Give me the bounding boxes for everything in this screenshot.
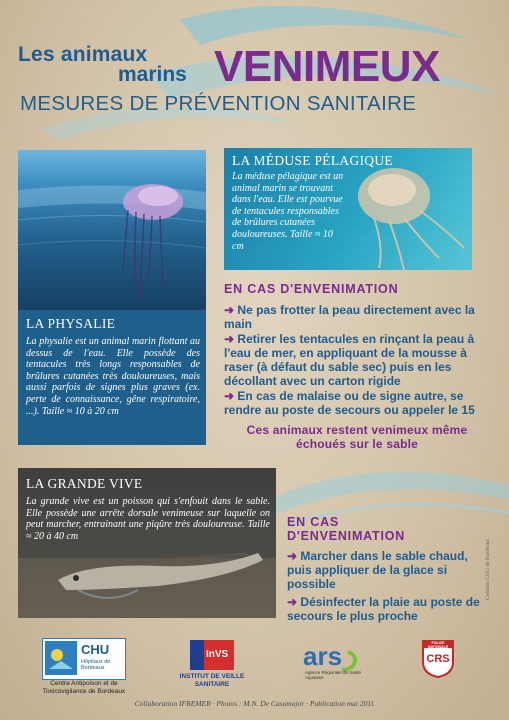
chu-logo — [42, 638, 126, 680]
bullet-2-text: Retirer les tentacules en rinçant la peau à l'eau de mer, en appliquant de la mousse à raser (à défaut du sable sec) puis en les décollant avec un carton rigide — [224, 332, 475, 388]
bullet-3 — [224, 389, 490, 417]
chu-logo-sub: Hôpitaux de Bordeaux — [81, 659, 111, 671]
ars-logo — [303, 643, 342, 669]
bullet-4 — [287, 549, 492, 591]
arrow-icon: ➜ — [224, 303, 235, 317]
vive-title: LA GRANDE VIVE — [26, 476, 143, 491]
vive-text: La grande vive est un poisson qui s'enfouit dans le sable. Elle possède une arrête dorsale venimeuse sur laquelle on peut marcher, entrainant une piqûre très douloureuse. Taille ≈ 20 à 40 cm — [26, 496, 270, 542]
chu-caption: Centre Antipoison et de Toxicovigilance de Bordeaux — [42, 680, 126, 695]
meduse-text: La méduse pélagique est un animal marin se trouvant dans l'eau. Elle est pourvue de tentacules responsables de brûlures cutanées douloureuses. Taille ≈ 10 cm — [232, 171, 344, 252]
arrow-icon: ➜ — [224, 332, 235, 346]
envenimation-title-2-line-1: EN CAS — [287, 515, 340, 529]
ars-logo-sub: Agence Régionale de Santé Aquitaine — [305, 670, 362, 680]
chu-emblem-icon — [45, 641, 77, 675]
physalie-photo — [18, 150, 206, 310]
title-line-2: marins — [118, 63, 187, 86]
envenimation-title-2-line-2: D'ENVENIMATION — [287, 529, 406, 543]
design-credit: Création CHU de Bordeaux — [485, 538, 491, 600]
arrow-icon: ➜ — [224, 389, 235, 403]
invs-flag-icon — [190, 640, 204, 670]
title-line-1: Les animaux — [18, 43, 148, 66]
title-venimeux: VENIMEUX — [214, 42, 440, 91]
subtitle: MESURES DE PRÉVENTION SANITAIRE — [20, 92, 417, 115]
crs-logo-text: CRS — [426, 653, 450, 665]
physalie-title: LA PHYSALIE — [26, 316, 116, 331]
invs-logo — [190, 640, 234, 670]
invs-caption: INSTITUT DE VEILLE SANITAIRE — [179, 673, 245, 688]
bullet-2 — [224, 332, 490, 388]
arrow-icon: ➜ — [287, 595, 298, 609]
meduse-title: LA MÉDUSE PÉLAGIQUE — [232, 153, 393, 168]
envenimation-title-2 — [287, 515, 405, 543]
arrow-icon: ➜ — [287, 549, 298, 563]
crs-logo-top: POLICE NATIONALE — [427, 641, 449, 649]
bullet-3-text: En cas de malaise ou de signe autre, se rendre au poste de secours ou appeler le 15 — [224, 389, 475, 417]
crs-logo — [422, 640, 454, 678]
bullet-1-text: Ne pas frotter la peau directement avec la main — [224, 303, 475, 331]
bullet-5 — [287, 595, 492, 623]
bullet-1 — [224, 303, 490, 331]
chu-logo-text: CHU — [81, 642, 110, 657]
physalie-text: La physalie est un animal marin flottant au dessus de l'eau. Elle possède des tentacules très longs responsables de brûlures cutanées très douloureuses, mais aussi parfois de signes plus graves (ex. perte de connaissance, gêne respiratoire, ...). Taille ≈ 10 à 20 cm — [26, 336, 200, 417]
bullet-5-text: Désinfecter la plaie au poste de secours le plus proche — [287, 595, 480, 623]
ars-logo-text: ars — [303, 641, 343, 671]
envenimation-title-1: EN CAS D'ENVENIMATION — [224, 282, 399, 296]
warning-text: Ces animaux restent venimeux même échoués sur le sable — [246, 423, 468, 451]
footer-credits: Collaboration IFREMER · Photos : M.N. De Casamajor · Publication mai 2011 — [134, 699, 375, 708]
invs-logo-text: InVS — [206, 649, 229, 660]
bullet-4-text: Marcher dans le sable chaud, puis appliquer de la glace si possible — [287, 549, 468, 591]
